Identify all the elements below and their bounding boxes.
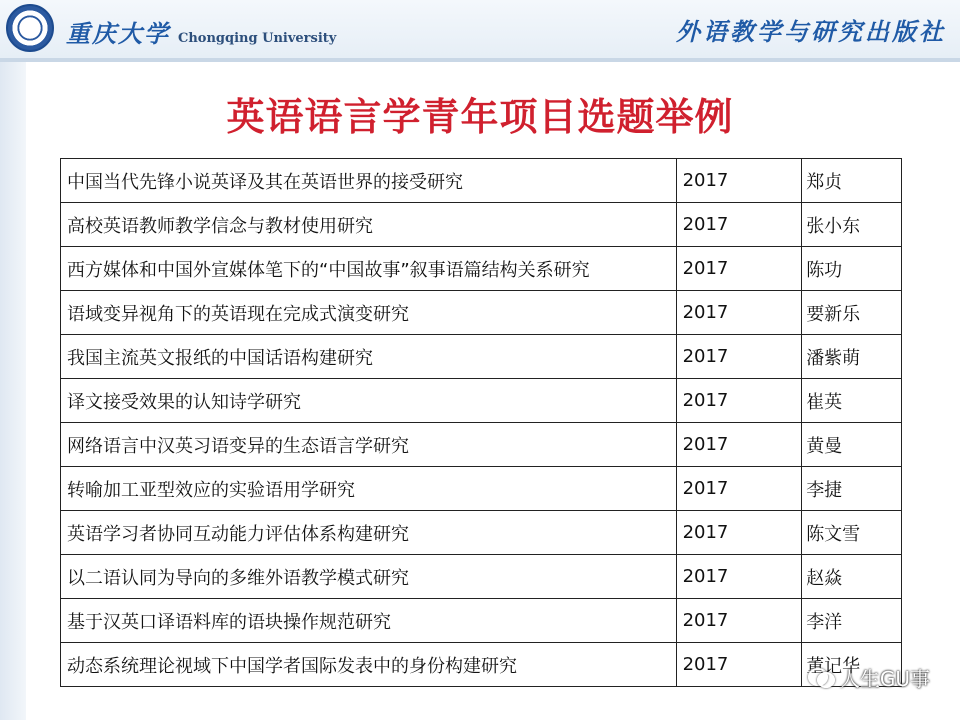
table-row [61,643,902,687]
project-table [60,158,902,687]
project-year-cell: 2017 [676,379,802,423]
project-leader-cell: 李捷 [802,467,902,511]
project-title-cell: 网络语言中汉英习语变异的生态语言学研究 [61,423,677,467]
project-leader-cell: 黄曼 [802,423,902,467]
project-leader-cell: 郑贞 [802,159,902,203]
project-title-cell: 西方媒体和中国外宣媒体笔下的“中国故事”叙事语篇结构关系研究 [61,247,677,291]
watermark [808,664,930,690]
project-leader-cell: 董记华 [802,643,902,687]
project-leader-cell: 赵焱 [802,555,902,599]
project-leader-cell: 陈文雪 [802,511,902,555]
watermark-text: 人生GU事 [839,666,930,691]
table-row [61,159,902,203]
project-title-cell: 译文接受效果的认知诗学研究 [61,379,677,423]
project-year-cell: 2017 [676,291,802,335]
project-title-cell: 英语学习者协同互动能力评估体系构建研究 [61,511,677,555]
project-year-cell: 2017 [676,203,802,247]
university-name-en: Chongqing University [178,31,337,46]
table-row [61,247,902,291]
project-title-cell: 高校英语教师教学信念与教材使用研究 [61,203,677,247]
slide-title: 英语语言学青年项目选题举例 [226,94,734,139]
table-row [61,511,902,555]
project-leader-cell: 潘紫萌 [802,335,902,379]
project-year-cell: 2017 [676,511,802,555]
header-divider [0,58,960,62]
project-title-cell: 基于汉英口译语料库的语块操作规范研究 [61,599,677,643]
project-leader-cell: 要新乐 [802,291,902,335]
university-name-cn: 重庆大学 [66,19,170,48]
university-seal-logo [6,4,54,52]
table-row [61,291,902,335]
project-leader-cell: 崔英 [802,379,902,423]
table-row [61,379,902,423]
project-year-cell: 2017 [676,335,802,379]
project-year-cell: 2017 [676,159,802,203]
project-year-cell: 2017 [676,423,802,467]
side-decoration [0,62,26,720]
project-title-cell: 转喻加工亚型效应的实验语用学研究 [61,467,677,511]
university-name [66,14,337,48]
project-year-cell: 2017 [676,247,802,291]
project-title-cell: 以二语认同为导向的多维外语教学模式研究 [61,555,677,599]
project-title-cell: 动态系统理论视域下中国学者国际发表中的身份构建研究 [61,643,677,687]
project-title-cell: 我国主流英文报纸的中国话语构建研究 [61,335,677,379]
project-leader-cell: 李洋 [802,599,902,643]
project-year-cell: 2017 [676,599,802,643]
table-row [61,423,902,467]
project-table-body [61,159,902,687]
table-row [61,335,902,379]
project-year-cell: 2017 [676,555,802,599]
table-row [61,203,902,247]
project-title-cell: 中国当代先锋小说英译及其在英语世界的接受研究 [61,159,677,203]
wechat-icon [808,666,834,688]
table-row [61,599,902,643]
project-year-cell: 2017 [676,643,802,687]
project-leader-cell: 陈功 [802,247,902,291]
project-title-cell: 语域变异视角下的英语现在完成式演变研究 [61,291,677,335]
project-leader-cell: 张小东 [802,203,902,247]
publisher-name: 外语教学与研究出版社 [676,17,946,46]
slide-header [0,0,960,58]
table-row [61,555,902,599]
project-year-cell: 2017 [676,467,802,511]
table-row [61,467,902,511]
